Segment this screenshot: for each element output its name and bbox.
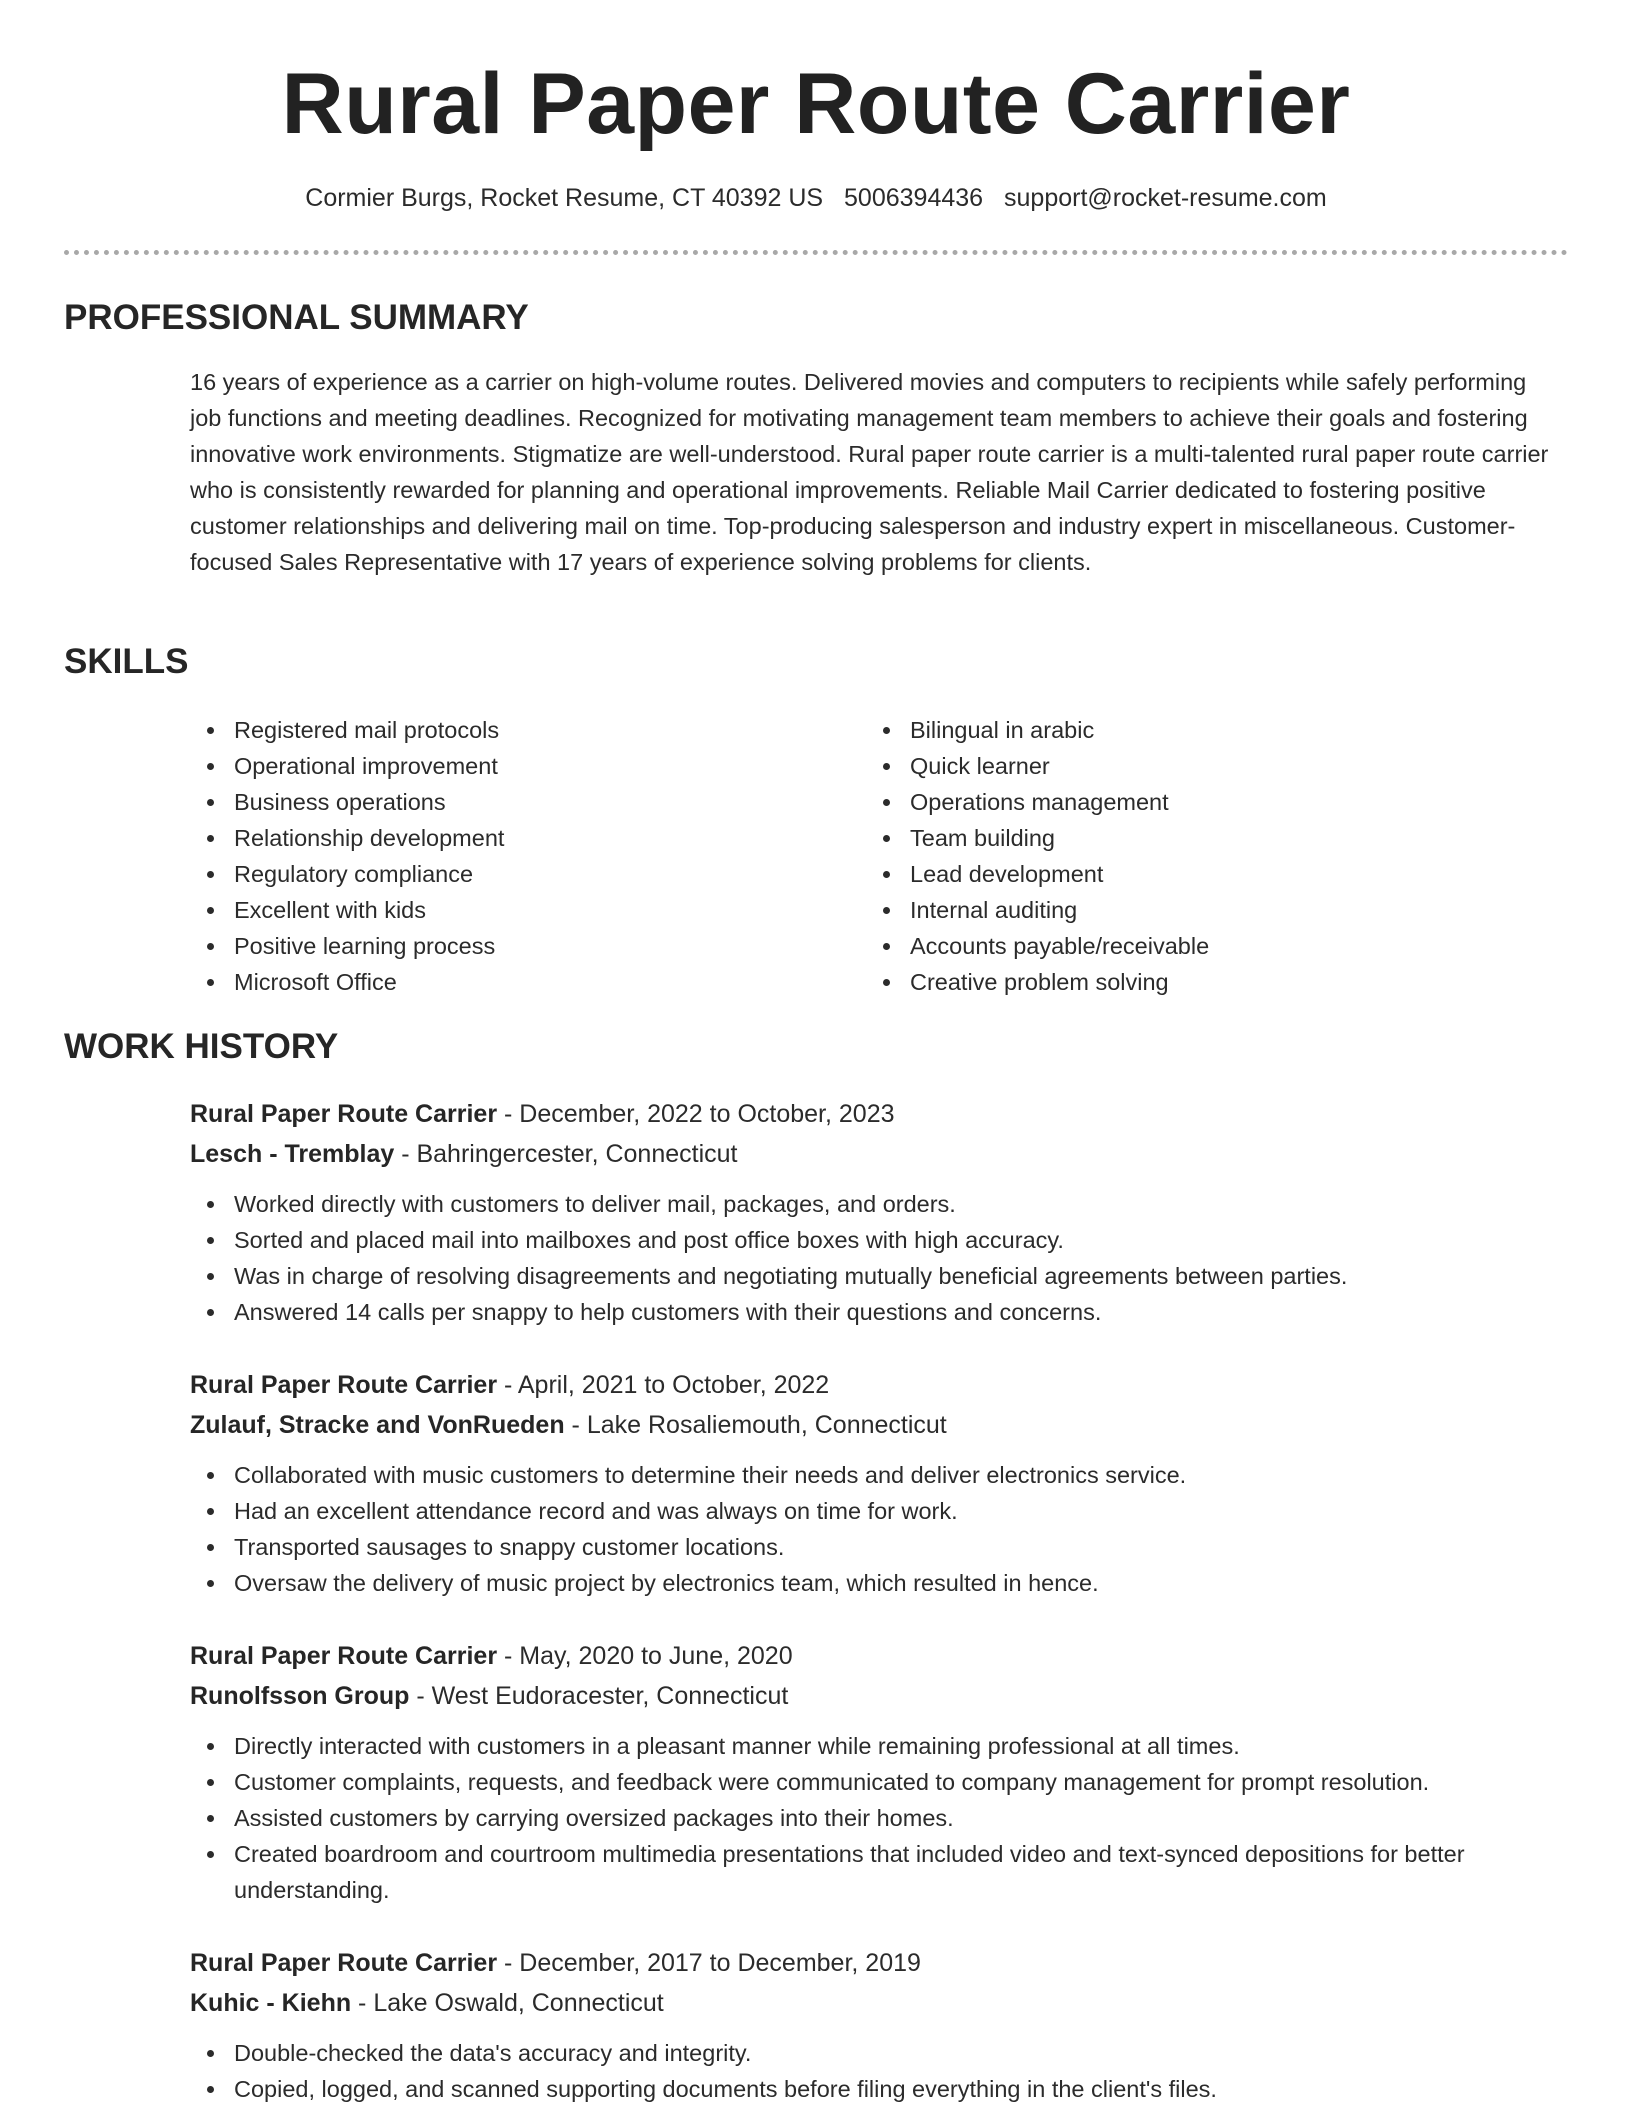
job-entry xyxy=(190,1094,1560,1330)
job-bullet: Answered 14 calls per snappy to help customers with their questions and concerns. xyxy=(190,1294,1560,1330)
job-bullet: Was in charge of resolving disagreements and negotiating mutually beneficial agreements between parties. xyxy=(190,1258,1560,1294)
job-entry xyxy=(190,1365,1560,1601)
job-company: Runolfsson Group xyxy=(190,1682,410,1710)
skill-item: Relationship development xyxy=(190,820,810,856)
job-location: - Bahringercester, Connecticut xyxy=(394,1140,738,1168)
job-role: Rural Paper Route Carrier xyxy=(190,1642,498,1670)
skill-item: Regulatory compliance xyxy=(190,856,810,892)
job-bullet: Transported sausages to snappy customer locations. xyxy=(190,1529,1560,1565)
job-bullet: Worked directly with customers to deliver mail, packages, and orders. xyxy=(190,1186,1560,1222)
job-title-line xyxy=(190,1943,1560,1983)
skill-item: Accounts payable/receivable xyxy=(866,928,1486,964)
skill-item: Operational improvement xyxy=(190,748,810,784)
contact-phone: 5006394436 xyxy=(844,184,984,212)
skill-item: Bilingual in arabic xyxy=(866,712,1486,748)
skill-item: Microsoft Office xyxy=(190,964,810,1000)
job-company: Lesch - Tremblay xyxy=(190,1140,395,1168)
skill-item: Internal auditing xyxy=(866,892,1486,928)
job-role: Rural Paper Route Carrier xyxy=(190,1371,498,1399)
job-bullet: Collaborated with music customers to determine their needs and deliver electronics service. xyxy=(190,1457,1560,1493)
job-bullet: Had an excellent attendance record and was always on time for work. xyxy=(190,1493,1560,1529)
skill-item: Positive learning process xyxy=(190,928,810,964)
job-role: Rural Paper Route Carrier xyxy=(190,1100,498,1128)
contact-line xyxy=(0,180,1632,216)
job-bullet: Copied, logged, and scanned supporting documents before filing everything in the client's files. xyxy=(190,2071,1560,2107)
skill-item: Lead development xyxy=(866,856,1486,892)
job-company-line xyxy=(190,1405,1560,1445)
work-history-heading: WORK HISTORY xyxy=(64,1027,339,1066)
job-entry xyxy=(190,1636,1560,1908)
job-company-line xyxy=(190,1134,1560,1174)
skill-item: Business operations xyxy=(190,784,810,820)
skill-item: Excellent with kids xyxy=(190,892,810,928)
job-dates: - April, 2021 to October, 2022 xyxy=(497,1371,830,1399)
candidate-name: Rural Paper Route Carrier xyxy=(281,56,1351,152)
job-bullet: Directly interacted with customers in a pleasant manner while remaining professional at all times. xyxy=(190,1728,1560,1764)
skill-item: Quick learner xyxy=(866,748,1486,784)
skill-item: Operations management xyxy=(866,784,1486,820)
job-company: Zulauf, Stracke and VonRueden xyxy=(190,1411,565,1439)
skills-list-right xyxy=(866,712,1486,1000)
job-location: - West Eudoracester, Connecticut xyxy=(409,1682,789,1710)
summary-text: 16 years of experience as a carrier on high-volume routes. Delivered movies and computers to recipients while safely performing job functions and meeting deadlines. Recognized for motivating management team members to achieve their goals and fostering innovative work environments. Stigmatize are well-understood. Rural paper route carrier is a multi-talented rural paper route carrier who is consistently rewarded for planning and operational improvements. Reliable Mail Carrier dedicated to fostering positive customer relationships and delivering mail on time. Top-producing salesperson and industry expert in miscellaneous. Customer-focused Sales Representative with 17 years of experience solving problems for clients. xyxy=(190,369,1549,575)
job-title-line xyxy=(190,1636,1560,1676)
contact-email: support@rocket-resume.com xyxy=(1004,184,1327,212)
job-company: Kuhic - Kiehn xyxy=(190,1989,352,2017)
skills-list-left xyxy=(190,712,810,1000)
contact-address: Cormier Burgs, Rocket Resume, CT 40392 US xyxy=(305,184,824,212)
job-bullet: Customer complaints, requests, and feedback were communicated to company management for prompt resolution. xyxy=(190,1764,1560,1800)
job-location: - Lake Rosaliemouth, Connecticut xyxy=(564,1411,947,1439)
job-bullet: Created boardroom and courtroom multimedia presentations that included video and text-synced depositions for better understanding. xyxy=(190,1836,1560,1908)
summary-heading: PROFESSIONAL SUMMARY xyxy=(64,298,529,337)
skill-item: Registered mail protocols xyxy=(190,712,810,748)
skills-heading: SKILLS xyxy=(64,642,189,681)
skill-item: Creative problem solving xyxy=(866,964,1486,1000)
job-location: - Lake Oswald, Connecticut xyxy=(351,1989,664,2017)
job-company-line xyxy=(190,1983,1560,2023)
job-dates: - May, 2020 to June, 2020 xyxy=(497,1642,793,1670)
job-company-line xyxy=(190,1676,1560,1716)
job-entry xyxy=(190,1943,1560,2107)
header-divider xyxy=(64,250,1568,255)
job-dates: - December, 2022 to October, 2023 xyxy=(497,1100,895,1128)
skill-item: Team building xyxy=(866,820,1486,856)
job-bullet: Double-checked the data's accuracy and integrity. xyxy=(190,2035,1560,2071)
job-bullet: Sorted and placed mail into mailboxes and post office boxes with high accuracy. xyxy=(190,1222,1560,1258)
job-dates: - December, 2017 to December, 2019 xyxy=(497,1949,921,1977)
job-title-line xyxy=(190,1365,1560,1405)
job-title-line xyxy=(190,1094,1560,1134)
job-role: Rural Paper Route Carrier xyxy=(190,1949,498,1977)
job-bullet: Assisted customers by carrying oversized packages into their homes. xyxy=(190,1800,1560,1836)
job-bullet: Oversaw the delivery of music project by electronics team, which resulted in hence. xyxy=(190,1565,1560,1601)
